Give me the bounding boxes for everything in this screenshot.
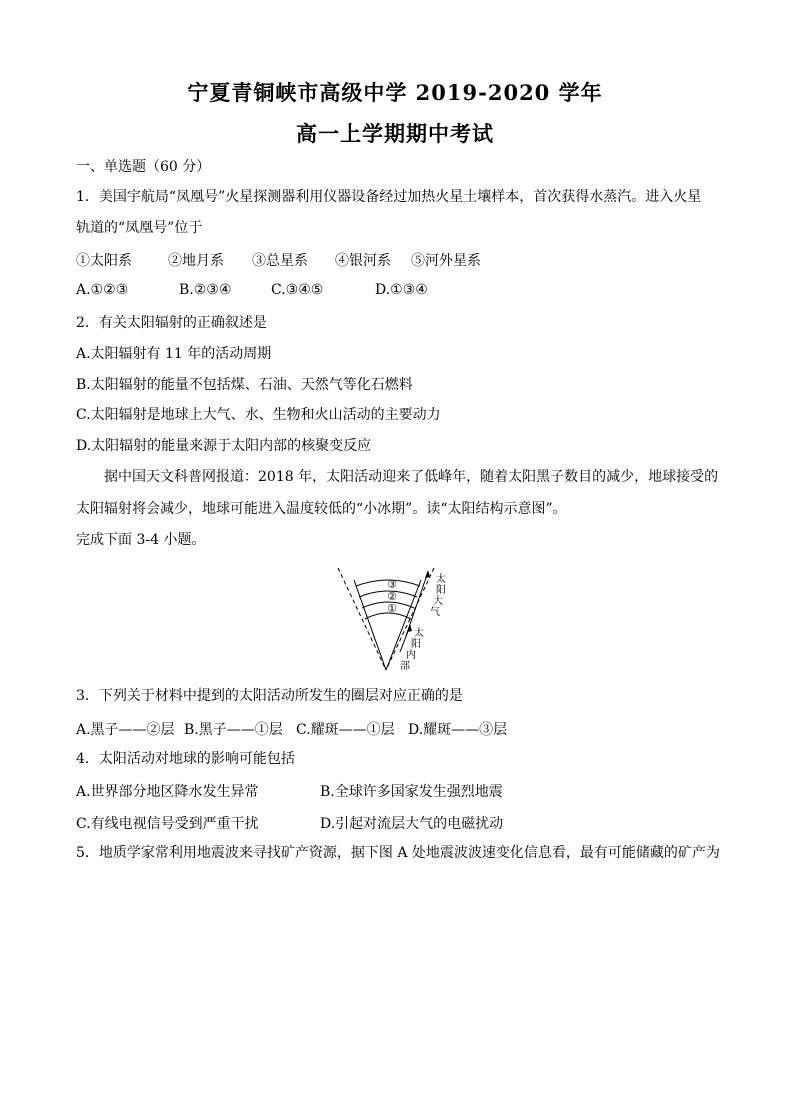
q1-item: ①太阳系 [76, 253, 132, 269]
q1-item: ②地月系 [168, 253, 224, 269]
interior-label-char: 内 [406, 650, 416, 661]
q3-option-c[interactable]: C.耀斑——①层 [296, 722, 395, 738]
q1-option-a[interactable]: A.①②③ [76, 282, 129, 298]
interior-label-char: 阳 [411, 639, 421, 650]
q1-option-d[interactable]: D.①③④ [375, 282, 428, 298]
q2-option-b[interactable]: B.太阳辐射的能量不包括煤、石油、天然气等化石燃料 [76, 377, 413, 393]
q1-item: ④银河系 [335, 253, 391, 269]
atmosphere-label-char: 大 [433, 596, 443, 607]
material-paragraph-line1: 据中国天文科普网报道：2018 年，太阳活动迎来了低峰年，随着太阳黑子数目的减少，地球接受的 [104, 469, 719, 485]
material-paragraph-line2: 太阳辐射将会减少，地球可能进入温度较低的“小冰期”。读“太阳结构示意图”。 [76, 501, 567, 517]
section-heading: 一、单选题（60 分） [76, 159, 211, 175]
sun-structure-diagram [330, 566, 460, 674]
q4-option-c[interactable]: C.有线电视信号受到严重干扰 [76, 816, 259, 832]
atmosphere-label-char: 气 [430, 607, 440, 618]
q4-option-d[interactable]: D.引起对流层大气的电磁扰动 [320, 816, 504, 832]
interior-label-char: 太 [414, 628, 424, 639]
atmosphere-label-char: 阳 [436, 585, 446, 596]
layer1-label: ① [387, 602, 397, 615]
q4-option-a[interactable]: A.世界部分地区降水发生异常 [76, 784, 259, 800]
q4-stem: 4．太阳活动对地球的影响可能包括 [76, 751, 295, 767]
q3-option-d[interactable]: D.耀斑——③层 [408, 722, 508, 738]
q2-stem: 2．有关太阳辐射的正确叙述是 [76, 315, 267, 331]
diagram-left-dashed-line [338, 568, 386, 670]
q1-option-b[interactable]: B.②③④ [179, 282, 232, 298]
layer3-label: ③ [387, 578, 397, 591]
q1-stem-line2: 轨道的“凤凰号”位于 [76, 220, 203, 236]
q5-stem: 5．地质学家常利用地震波来寻找矿产资源，据下图 A 处地震波波速变化信息看，最有可能储藏的矿产为 [76, 845, 720, 861]
exam-title-line1: 宁夏青铜峡市高级中学 2019-2020 学年 [187, 80, 603, 105]
material-instruction: 完成下面 3-4 小题。 [76, 532, 206, 548]
atmosphere-label-char: 太 [436, 574, 446, 585]
q1-item: ⑤河外星系 [411, 253, 481, 269]
atmosphere-arrow-head [425, 570, 430, 578]
q1-option-c[interactable]: C.③④⑤ [271, 282, 324, 298]
q3-option-b[interactable]: B.黑子——①层 [184, 722, 283, 738]
q3-option-a[interactable]: A.黑子——②层 [76, 722, 175, 738]
q1-item: ③总星系 [252, 253, 308, 269]
exam-title-line2: 高一上学期期中考试 [296, 121, 494, 146]
q2-option-d[interactable]: D.太阳辐射的能量来源于太阳内部的核聚变反应 [76, 438, 372, 454]
q2-option-c[interactable]: C.太阳辐射是地球上大气、水、生物和火山活动的主要动力 [76, 407, 441, 423]
layer2-label: ② [387, 590, 397, 603]
interior-label-char: 部 [400, 661, 410, 672]
q2-option-a[interactable]: A.太阳辐射有 11 年的活动周期 [76, 346, 272, 362]
q3-stem: 3．下列关于材料中提到的太阳活动所发生的圈层对应正确的是 [76, 688, 463, 704]
q4-option-b[interactable]: B.全球许多国家发生强烈地震 [320, 784, 503, 800]
q1-stem-line1: 1．美国宇航局“凤凰号”火星探测器利用仪器设备经过加热火星土壤样本，首次获得水蒸汽。进入火星 [76, 189, 702, 205]
